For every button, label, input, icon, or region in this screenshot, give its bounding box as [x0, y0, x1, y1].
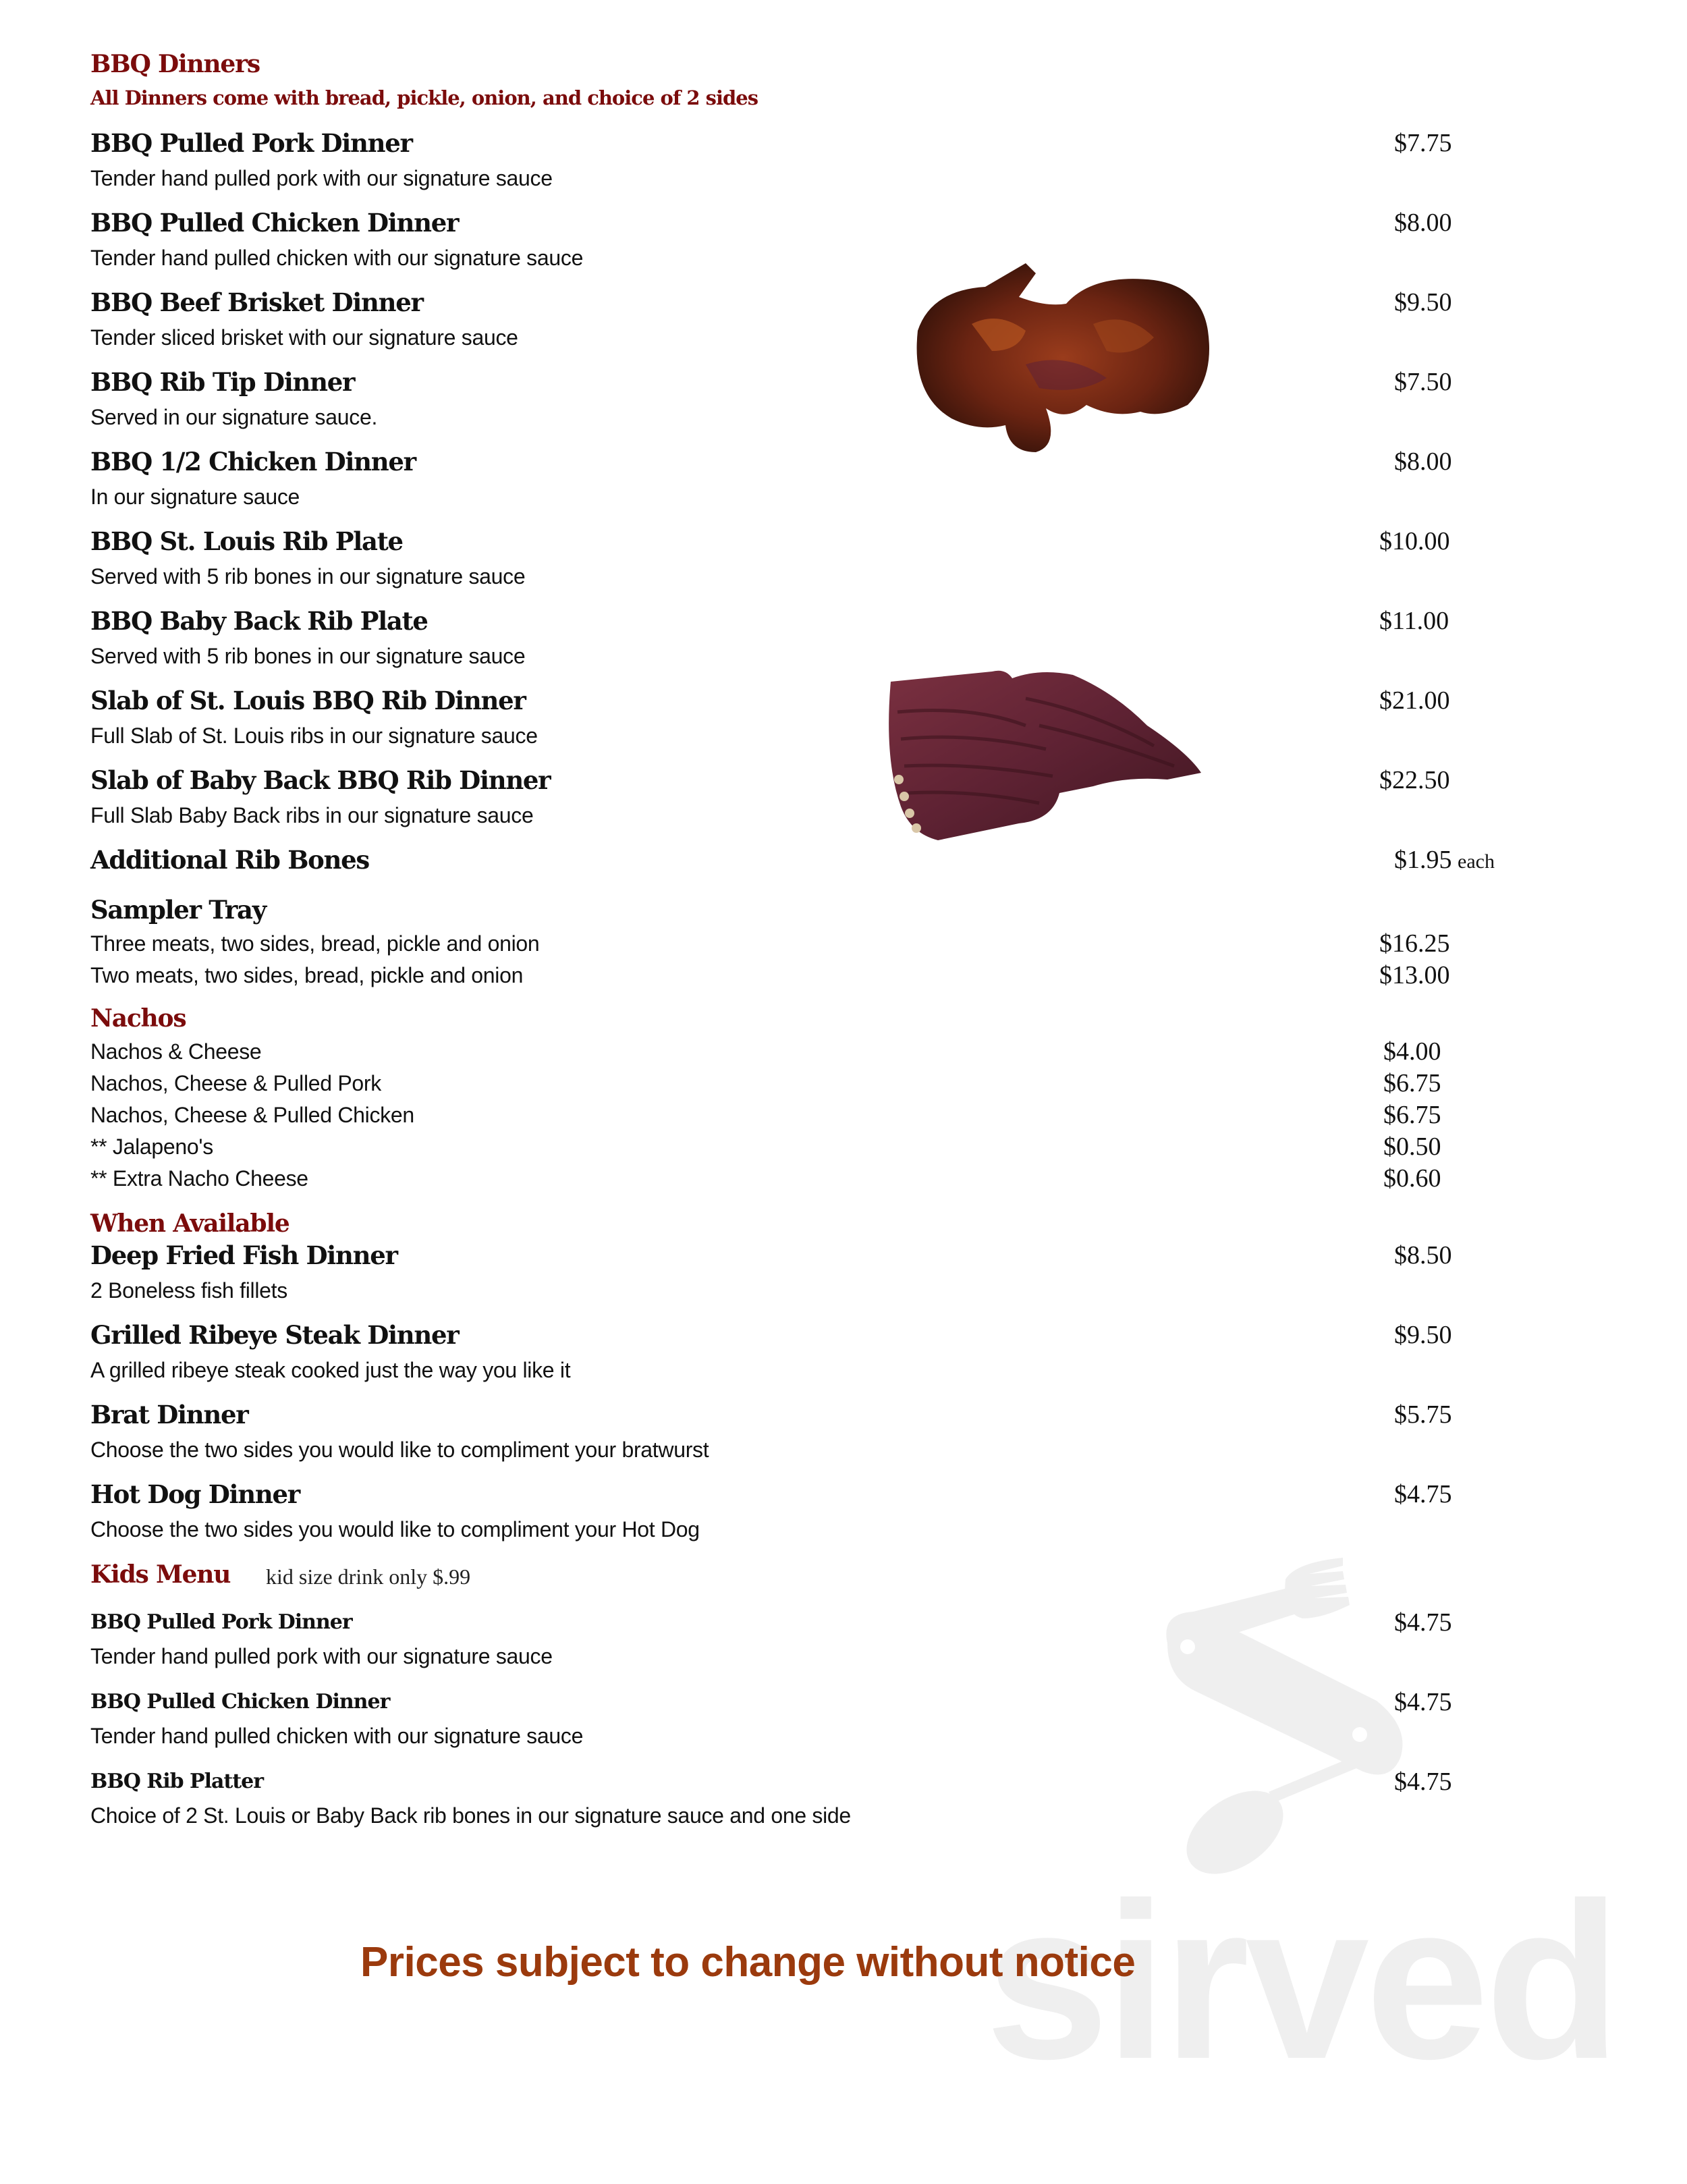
- section-title-kids-menu: Kids Menu: [90, 1560, 231, 1589]
- additional-rib-bones-name: Additional Rib Bones: [90, 845, 369, 875]
- kids-item-name: BBQ Pulled Pork Dinner: [90, 1610, 352, 1634]
- menu-item-price: $8.00: [1394, 447, 1452, 476]
- menu-item-desc: Full Slab of St. Louis ribs in our signature sauce: [90, 724, 538, 748]
- menu-item-name: Slab of Baby Back BBQ Rib Dinner: [90, 765, 551, 795]
- menu-item-name: Slab of St. Louis BBQ Rib Dinner: [90, 686, 526, 715]
- kids-item-price: $4.75: [1394, 1608, 1452, 1637]
- menu-item-desc: Served with 5 rib bones in our signature sauce: [90, 644, 526, 668]
- menu-item-price: $7.50: [1394, 368, 1452, 396]
- menu-item-desc: Full Slab Baby Back ribs in our signature sauce: [90, 803, 534, 827]
- menu-item-desc: Tender sliced brisket with our signature sauce: [90, 325, 518, 350]
- menu-item-desc: 2 Boneless fish fillets: [90, 1278, 287, 1303]
- kids-item-desc: Tender hand pulled chicken with our signature sauce: [90, 1724, 584, 1748]
- menu-item-name: Deep Fried Fish Dinner: [90, 1240, 397, 1270]
- menu-item-desc: Tender hand pulled pork with our signature sauce: [90, 166, 553, 190]
- section-title-nachos: Nachos: [90, 1004, 186, 1033]
- menu-item-price: $9.50: [1394, 1321, 1452, 1349]
- menu-item-price: $4.75: [1394, 1480, 1452, 1508]
- menu-item-name: BBQ Pulled Chicken Dinner: [90, 208, 459, 238]
- menu-item-price: $9.50: [1394, 288, 1452, 317]
- nacho-item-name: Nachos & Cheese: [90, 1039, 262, 1064]
- kids-item-desc: Tender hand pulled pork with our signature sauce: [90, 1644, 553, 1668]
- nacho-item-name: ** Extra Nacho Cheese: [90, 1166, 308, 1191]
- section-title-when-available: When Available: [90, 1209, 289, 1238]
- additional-rib-bones-unit: each: [1458, 850, 1495, 873]
- menu-item-desc: Served in our signature sauce.: [90, 405, 378, 429]
- watermark-text: sirved: [985, 1856, 1617, 2105]
- menu-item-name: BBQ St. Louis Rib Plate: [90, 526, 403, 556]
- kids-item-name: BBQ Pulled Chicken Dinner: [90, 1690, 390, 1714]
- nacho-item-price: $4.00: [1383, 1037, 1441, 1066]
- nacho-item-price: $0.50: [1383, 1132, 1441, 1161]
- nacho-item-name: Nachos, Cheese & Pulled Pork: [90, 1071, 381, 1095]
- menu-item-name: Brat Dinner: [90, 1400, 248, 1429]
- menu-item-price: $7.75: [1394, 129, 1452, 157]
- menu-item-desc: Served with 5 rib bones in our signature sauce: [90, 564, 526, 589]
- sampler-tray-option: Two meats, two sides, bread, pickle and onion: [90, 963, 524, 987]
- kids-item-price: $4.75: [1394, 1768, 1452, 1796]
- menu-item-price: $10.00: [1379, 527, 1450, 555]
- menu-item-desc: In our signature sauce: [90, 485, 300, 509]
- nacho-item-name: ** Jalapeno's: [90, 1135, 213, 1159]
- section-title-bbq-dinners: BBQ Dinners: [90, 50, 260, 78]
- menu-item-price: $21.00: [1379, 686, 1450, 715]
- additional-rib-bones-price: $1.95: [1394, 846, 1452, 874]
- nacho-item-price: $0.60: [1383, 1164, 1441, 1193]
- nacho-item-name: Nachos, Cheese & Pulled Chicken: [90, 1103, 414, 1127]
- kids-item-price: $4.75: [1394, 1688, 1452, 1716]
- menu-item-desc: Choose the two sides you would like to compliment your Hot Dog: [90, 1517, 700, 1541]
- kids-drink-note: kid size drink only $.99: [266, 1564, 471, 1589]
- kids-item-name: BBQ Rib Platter: [90, 1770, 264, 1793]
- menu-item-name: Grilled Ribeye Steak Dinner: [90, 1320, 459, 1350]
- sampler-tray-price: $16.25: [1379, 929, 1450, 958]
- menu-item-name: BBQ 1/2 Chicken Dinner: [90, 447, 416, 476]
- menu-item-price: $8.00: [1394, 209, 1452, 237]
- sampler-tray-name: Sampler Tray: [90, 895, 266, 925]
- menu-item-price: $11.00: [1379, 607, 1449, 635]
- menu-item-desc: A grilled ribeye steak cooked just the way you like it: [90, 1358, 571, 1382]
- menu-item-price: $8.50: [1394, 1241, 1452, 1270]
- menu-item-price: $22.50: [1379, 766, 1450, 794]
- menu-item-name: BBQ Pulled Pork Dinner: [90, 128, 412, 158]
- price-change-notice: Prices subject to change without notice: [360, 1939, 1136, 1986]
- menu-item-desc: Choose the two sides you would like to compliment your bratwurst: [90, 1438, 709, 1462]
- nacho-item-price: $6.75: [1383, 1101, 1441, 1129]
- menu-item-name: BBQ Beef Brisket Dinner: [90, 288, 423, 317]
- fork-knife-spoon-icon: [1140, 1532, 1518, 1883]
- bbq-half-chicken-photo: [891, 250, 1242, 466]
- menu-item-desc: Tender hand pulled chicken with our signature sauce: [90, 246, 584, 270]
- sampler-tray-price: $13.00: [1379, 961, 1450, 989]
- menu-item-name: Hot Dog Dinner: [90, 1479, 300, 1509]
- menu-item-name: BBQ Baby Back Rib Plate: [90, 606, 428, 636]
- sampler-tray-option: Three meats, two sides, bread, pickle and onion: [90, 931, 540, 956]
- section-subtitle-bbq-dinners: All Dinners come with bread, pickle, onion, and choice of 2 sides: [90, 86, 758, 109]
- menu-item-name: BBQ Rib Tip Dinner: [90, 367, 355, 397]
- menu-item-price: $5.75: [1394, 1400, 1452, 1429]
- bbq-rib-slab-photo: [870, 651, 1215, 844]
- nacho-item-price: $6.75: [1383, 1069, 1441, 1097]
- kids-item-desc: Choice of 2 St. Louis or Baby Back rib bones in our signature sauce and one side: [90, 1803, 851, 1828]
